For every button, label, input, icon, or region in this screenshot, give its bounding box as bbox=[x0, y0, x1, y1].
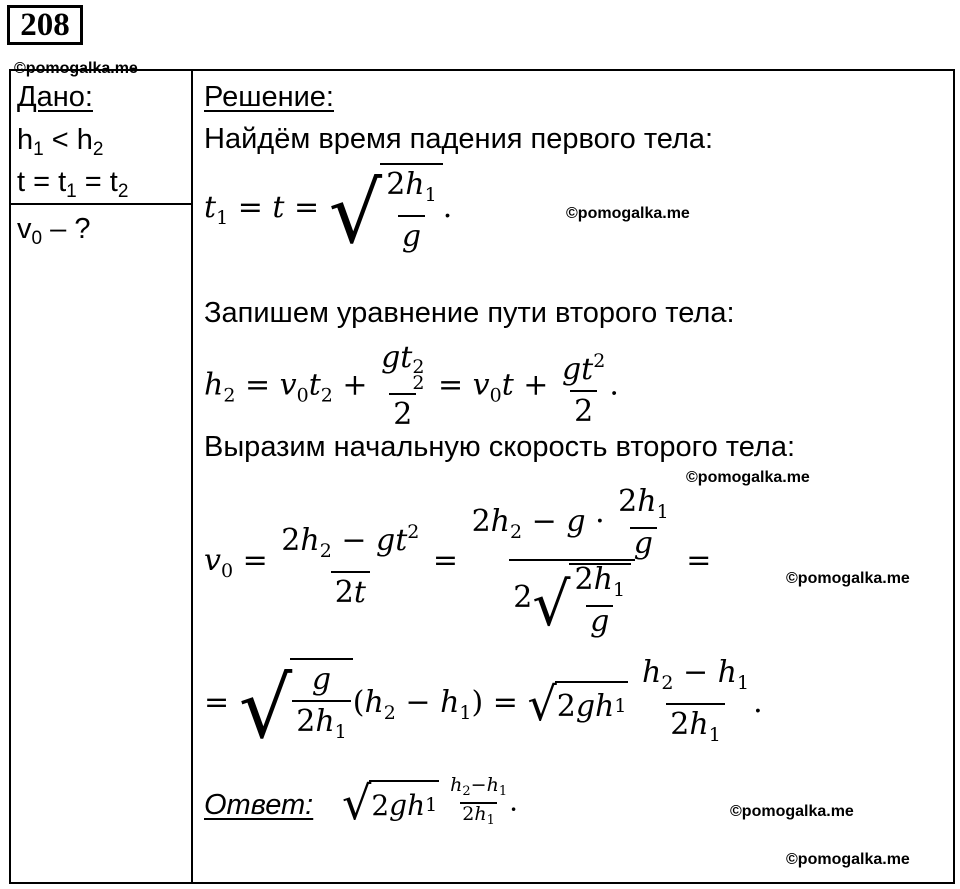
answer-formula: √ 2 gh 1 $\frac{h_2-h_1}{2h_1}$ . bbox=[342, 774, 518, 830]
formula-t1: $t_1 = t$ = √ $2h_1$ g . bbox=[204, 164, 453, 262]
watermark: ©pomogalka.me bbox=[14, 60, 138, 77]
solution-line-3: Выразим начальную скорость второго тела: bbox=[204, 431, 796, 463]
given-line-t: $t = t_1 = t_2$ bbox=[17, 166, 129, 202]
solution-line-1: Найдём время падения первого тела: bbox=[204, 123, 714, 155]
answer-label: Ответ: bbox=[204, 789, 314, 821]
given-heading: Дано: bbox=[17, 81, 93, 113]
watermark: ©pomogalka.me bbox=[786, 570, 910, 587]
solution-heading: Решение: bbox=[204, 81, 334, 113]
given-line-h: $h_1 < h_2$ bbox=[17, 124, 104, 160]
formula-v0: $v_0$ = $\frac{2h_2 - gt^2}{2t}$ = $2h_2 - g$ · $\frac{2h_1}{g}$ 2 √ $2h_1$ g = bbox=[204, 484, 712, 640]
solution-line-2: Запишем уравнение пути второго тела: bbox=[204, 297, 735, 329]
find-v0: $v_0$ – ? bbox=[17, 213, 91, 249]
watermark: ©pomogalka.me bbox=[566, 205, 690, 222]
watermark: ©pomogalka.me bbox=[786, 851, 910, 868]
watermark: ©pomogalka.me bbox=[686, 469, 810, 486]
formula-h2: $h_2 = v_0t_2$ + gt 2 2 2 = $v_0t$ + $\frac{gt^2}{2}$ . bbox=[204, 340, 619, 432]
formula-v0-result: = √ g $2h_1$ $(h_2 - h_1)$ = √ 2 gh 1 $\frac{h_2 - h_1}{2h_1}$ . bbox=[204, 655, 763, 757]
solution-table-frame bbox=[9, 69, 955, 884]
column-divider bbox=[191, 69, 193, 884]
watermark: ©pomogalka.me bbox=[730, 803, 854, 820]
problem-number-box: 208 bbox=[7, 5, 83, 45]
